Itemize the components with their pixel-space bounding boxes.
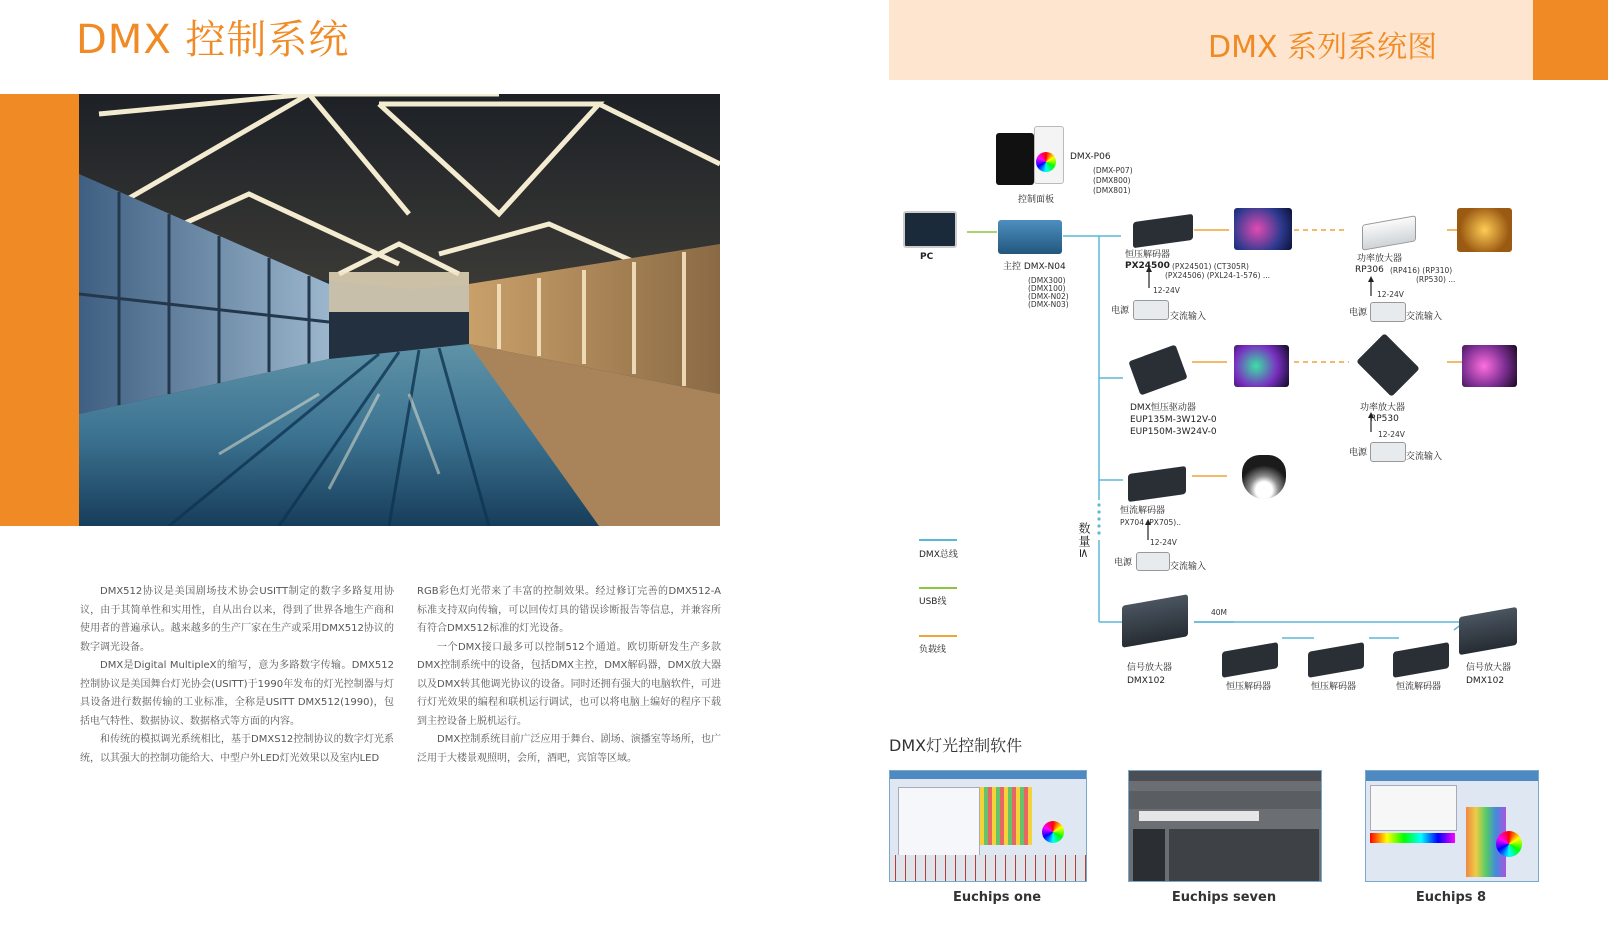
intro-paragraph: 一个DMX接口最多可以控制512个通道。欧切斯研发生产多款DMX控制系统中的设备，包括DMX主控，DMX解码器，DMX放大器以及DMX转其他调光协议的设备。同时还拥有强大的电脑软件，可进行灯光效果的编程和联机运行调试，也可以将电脑上编好的程序下载到主控设备上脱机运行。 — [417, 641, 721, 727]
voltage-label: 12-24V — [1153, 286, 1180, 295]
rgb-strip-icon — [1234, 345, 1289, 387]
row1-amp-alt: (RP530) ... — [1416, 275, 1456, 284]
repeater-model: DMX102 — [1127, 676, 1166, 686]
panel-alt: (DMX801) — [1093, 186, 1131, 195]
software-screenshot-8 — [1365, 770, 1539, 882]
color-wheel-icon — [1036, 152, 1056, 172]
psu-icon — [1136, 552, 1170, 571]
cc-decoder-icon — [1393, 642, 1449, 678]
row1-amp-model: RP306 — [1355, 265, 1384, 275]
master-alt: (DMX-N02) — [1028, 292, 1069, 301]
cv-decoder-label: 恒压解码器 — [1311, 682, 1357, 692]
psu-label: 电源 — [1349, 448, 1368, 458]
software-title: DMX灯光控制软件 — [889, 736, 1023, 755]
panel-alt: (DMX800) — [1093, 176, 1131, 185]
intro-paragraph: DMX是Digital MultipleX的缩写，意为多路数字传输。DMX512控制协议是美国舞台灯光协会(USITT)于1990年发布的灯光控制器与灯具设备进行数据传输的工业标准，全称是USITT DMX512(1990)，包括电气特性、数据协议、数据格式等方面的内容。 — [80, 660, 394, 727]
warm-strip-icon — [1457, 208, 1512, 252]
psu-label: 电源 — [1349, 308, 1368, 318]
master-controller-icon — [998, 220, 1062, 254]
pool-illustration — [79, 94, 720, 526]
ac-input-label: 交流输入 — [1406, 312, 1443, 322]
software-caption: Euchips 8 — [1415, 890, 1487, 905]
software-caption: Euchips seven — [1171, 890, 1277, 905]
ac-input-label: 交流输入 — [1170, 312, 1207, 322]
pc-monitor-icon — [903, 211, 957, 248]
cv-decoder-icon — [1222, 642, 1278, 678]
psu-label: 电源 — [1114, 558, 1133, 568]
legend-line-dmx — [919, 539, 957, 541]
ac-input-label: 交流输入 — [1406, 452, 1443, 462]
control-panel-icon — [996, 133, 1034, 185]
intro-column-2 — [417, 583, 721, 768]
row2-driver-model: EUP150M-3W24V-0 — [1130, 427, 1217, 437]
section-title: DMX 系列系统图 — [1208, 30, 1438, 65]
pc-label: PC — [920, 252, 934, 262]
software-caption: Euchips one — [952, 890, 1042, 905]
ac-input-label: 交流输入 — [1170, 562, 1207, 572]
master-alt: (DMX300) — [1028, 276, 1066, 285]
master-label: 主控 DMX-N04 — [1003, 262, 1066, 272]
row1-decoder-label: 恒压解码器 — [1125, 250, 1171, 260]
legend-dmx-label: DMX总线 — [919, 550, 958, 560]
legend-load-label: 负载线 — [919, 645, 947, 655]
repeater-label: 信号放大器 — [1127, 663, 1173, 673]
rgb-strip-icon — [1234, 208, 1292, 250]
software-screenshot-seven — [1128, 770, 1322, 882]
rgb-strip-icon — [1462, 345, 1517, 387]
cv-decoder-label: 恒压解码器 — [1226, 682, 1272, 692]
banner-accent — [1533, 0, 1608, 80]
accent-bar — [0, 94, 80, 526]
master-alt: (DMX-N03) — [1028, 300, 1069, 309]
intro-column-1 — [80, 583, 394, 768]
row1-decoder-model: PX24500 — [1125, 261, 1170, 271]
legend-line-load — [919, 635, 957, 637]
psu-icon — [1370, 442, 1406, 462]
intro-paragraph: DMX控制系统目前广泛应用于舞台、剧场、演播室等场所，也广泛用于大楼景观照明，会所，酒吧，宾馆等区域。 — [417, 734, 721, 764]
row1-amp-alt: (RP416) (RP310) — [1390, 266, 1453, 275]
row2-amp-model: RP530 — [1370, 414, 1399, 424]
panel-alt: (DMX-P07) — [1093, 166, 1133, 175]
row2-amp-label: 功率放大器 — [1360, 403, 1406, 413]
row1-amp-label: 功率放大器 — [1357, 254, 1403, 264]
connection-lines — [889, 120, 1529, 640]
software-screenshot-one — [889, 770, 1087, 882]
panel-model: DMX-P06 — [1070, 152, 1111, 162]
pool-photo — [79, 94, 720, 526]
voltage-label: 12-24V — [1377, 290, 1404, 299]
cc-decoder-label: 恒流解码器 — [1396, 682, 1442, 692]
downlight-icon — [1242, 455, 1286, 499]
row2-driver-label: DMX恒压驱动器 — [1130, 403, 1196, 413]
psu-icon — [1133, 300, 1169, 320]
intro-paragraph: RGB彩色灯光带来了丰富的控制效果。经过修订完善的DMX512-A标准支持双向传输，可以回传灯具的错误诊断报告等信息，并兼容所有符合DMX512标准的灯光设备。 — [417, 586, 721, 634]
repeater-label: 信号放大器 — [1466, 663, 1512, 673]
control-panel-label: 控制面板 — [1018, 195, 1055, 205]
distance-label: 40M — [1211, 608, 1228, 617]
row3-decoder-label: 恒流解码器 — [1120, 506, 1166, 516]
row1-decoder-alt: (PX24501) (CT305R) — [1172, 262, 1249, 271]
row1-decoder-alt: (PX24506) (PXL24-1-576) ... — [1165, 271, 1271, 280]
intro-paragraph: DMX512协议是美国剧场技术协会USITT制定的数字多路复用协议，由于其简单性和实用性，自从出台以来，得到了世界各地生产商和使用者的普遍承认。越来越多的生产厂家在生产或采用DMX512协议的数字调光设备。 — [80, 586, 394, 653]
vertical-note: 数量≤ — [1077, 522, 1091, 560]
legend-usb-label: USB线 — [919, 597, 947, 607]
row3-decoder-model: PX704 (PX705).. — [1120, 518, 1181, 527]
intro-paragraph: 和传统的模拟调光系统相比，基于DMXS12控制协议的数字灯光系统，以其强大的控制功能给大、中型户外LED灯光效果以及室内LED — [80, 734, 394, 764]
cv-decoder-icon — [1308, 642, 1364, 678]
psu-icon — [1370, 302, 1406, 322]
row2-driver-model: EUP135M-3W12V-0 — [1130, 415, 1217, 425]
voltage-label: 12-24V — [1150, 538, 1177, 547]
master-alt: (DMX100) — [1028, 284, 1066, 293]
legend-line-usb — [919, 587, 957, 589]
voltage-label: 12-24V — [1378, 430, 1405, 439]
psu-label: 电源 — [1111, 306, 1130, 316]
repeater-model: DMX102 — [1466, 676, 1505, 686]
page-title: DMX 控制系统 — [76, 17, 350, 63]
